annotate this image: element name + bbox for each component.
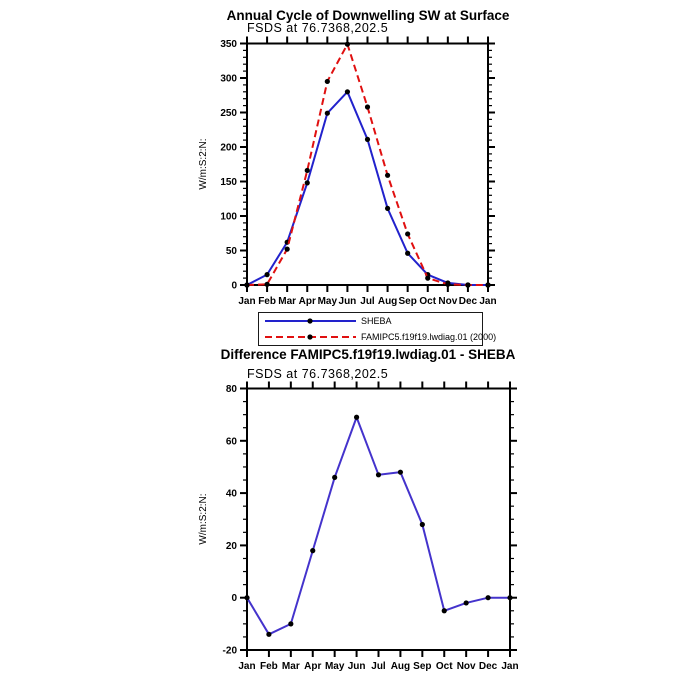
y-tick-label: 200: [220, 142, 237, 154]
x-tick-label: Apr: [304, 661, 322, 672]
x-tick-label: Jan: [238, 661, 256, 672]
x-tick-label: Oct: [419, 296, 437, 307]
difference-data-point-marker: [376, 472, 381, 477]
difference-data-point-marker: [288, 621, 293, 626]
difference-title: Difference FAMIPC5.f19f19.lwdiag.01 - SHEBA: [220, 347, 516, 362]
annual-cycle-title: Annual Cycle of Downwelling SW at Surface: [226, 8, 510, 23]
legend-label-famipc5: FAMIPC5.f19f19.lwdiag.01 (2000): [361, 331, 497, 342]
x-tick-label: Sep: [413, 661, 432, 672]
difference-data-point-marker: [332, 475, 337, 480]
x-tick-label: Oct: [435, 661, 453, 672]
x-tick-label: Jul: [371, 661, 386, 672]
y-tick-label: 20: [225, 540, 237, 552]
difference-y-axis-label: W/m:S:2:N:: [198, 493, 209, 545]
difference-data-point-marker: [442, 608, 447, 613]
difference-subtitle: FSDS at 76.7368,202.5: [247, 367, 389, 381]
x-tick-label: Jan: [238, 296, 256, 307]
x-tick-label: Jun: [338, 296, 357, 307]
difference-series-line: [247, 417, 510, 634]
x-tick-label: Apr: [298, 296, 316, 307]
x-tick-label: Dec: [478, 661, 498, 672]
x-tick-label: Aug: [377, 296, 398, 307]
x-tick-label: Mar: [278, 296, 297, 307]
y-tick-label: -20: [222, 645, 237, 657]
y-tick-label: 50: [225, 246, 237, 257]
x-tick-label: Feb: [260, 661, 278, 672]
x-tick-label: May: [324, 661, 345, 672]
x-tick-label: Jun: [347, 661, 366, 672]
difference-data-point-marker: [310, 548, 315, 553]
x-tick-label: Sep: [398, 296, 417, 307]
x-tick-label: May: [317, 296, 338, 307]
y-tick-label: 80: [225, 384, 237, 395]
y-tick-label: 150: [220, 177, 237, 188]
difference-data-point-marker: [464, 600, 469, 605]
y-tick-label: 300: [220, 73, 237, 85]
difference-data-point-marker: [485, 595, 490, 600]
y-tick-label: 0: [231, 280, 237, 292]
y-tick-label: 60: [225, 436, 237, 448]
difference-data-point-marker: [266, 632, 271, 637]
x-tick-label: Jan: [479, 296, 497, 307]
x-tick-label: Feb: [258, 296, 276, 307]
y-tick-label: 250: [220, 108, 237, 119]
y-tick-label: 40: [225, 488, 237, 500]
annual-cycle-y-axis-label: W/m:S:2:N:: [198, 138, 209, 190]
difference-data-point-marker: [354, 415, 359, 420]
difference-data-point-marker: [244, 595, 249, 600]
x-tick-label: Nov: [456, 661, 476, 672]
x-tick-label: Nov: [438, 296, 458, 307]
x-tick-label: Mar: [281, 661, 300, 672]
legend-label-sheba: SHEBA: [361, 316, 392, 327]
y-tick-label: 100: [220, 211, 237, 223]
x-tick-label: Jul: [360, 296, 375, 307]
y-tick-label: 350: [220, 39, 237, 50]
x-tick-label: Aug: [390, 661, 411, 672]
y-tick-label: 0: [231, 593, 237, 605]
difference-data-point-marker: [398, 470, 403, 475]
x-tick-label: Jan: [501, 661, 519, 672]
difference-data-point-marker: [507, 595, 512, 600]
x-tick-label: Dec: [458, 296, 478, 307]
annual-cycle-subtitle: FSDS at 76.7368,202.5: [247, 21, 389, 35]
plot-frame: [247, 389, 510, 651]
difference-data-point-marker: [420, 522, 425, 527]
